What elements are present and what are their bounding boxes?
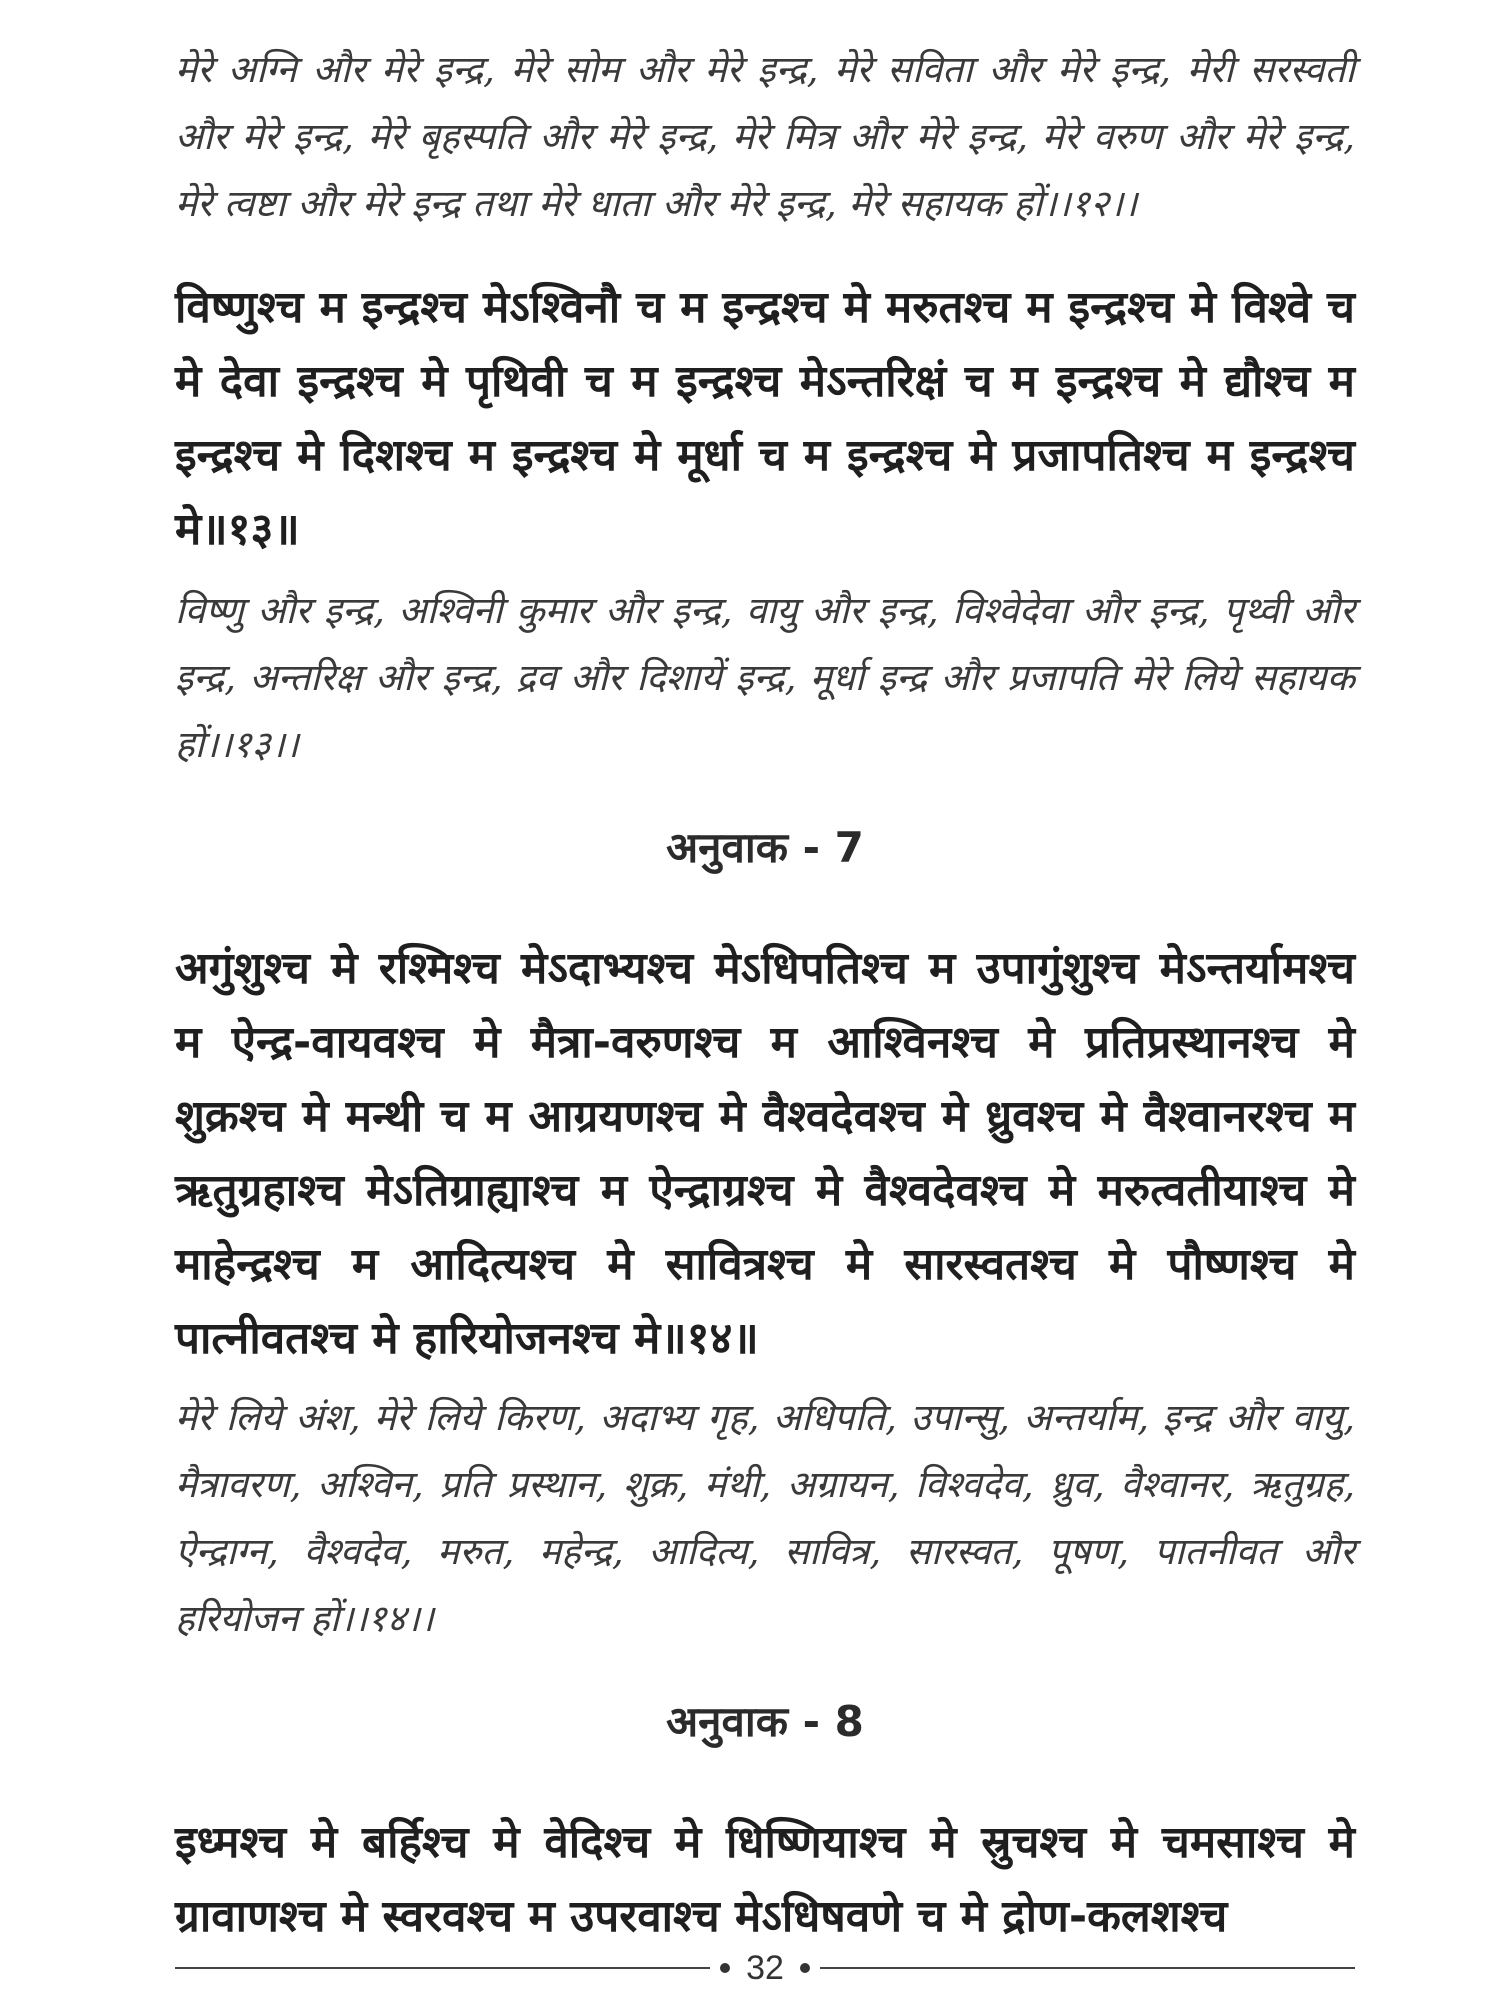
translation-verse-14: मेरे लिये अंश, मेरे लिये किरण, अदाभ्य गृह, अधिपति, उपान्सु, अन्तर्याम, इन्द्र और वायु, मैत्रावरण, अश्विन, प्रति प्रस्थान, शुक्र, मंथी, अग्रायन, विश्वदेव, ध्रुव, वैश्वानर, ऋतुग्रह, ऐन्द्राग्न, वैश्वदेव, मरुत, महेन्द्र, आदित्य, सावित्र, सारस्वत, पूषण, पातनीवत और हरियोजन हों।।१४।। xyxy=(175,1396,1355,1640)
translation-verse-12: मेरे अग्नि और मेरे इन्द्र, मेरे सोम और मेरे इन्द्र, मेरे सविता और मेरे इन्द्र, मेरी सरस्वती और मेरे इन्द्र, मेरे बृहस्पति और मेरे इन्द्र, मेरे मित्र और मेरे इन्द्र, मेरे वरुण और मेरे इन्द्र, मेरे त्वष्टा और मेरे इन्द्र तथा मेरे धाता और मेरे इन्द्र, मेरे सहायक हों।।१२।। xyxy=(175,48,1355,225)
section-heading-anuvak-8: अनुवाक - 8 xyxy=(666,1697,864,1746)
sanskrit-verse-14: अगुंशुश्च मे रश्मिश्च मेऽदाभ्यश्च मेऽधिपतिश्च म उपागुंशुश्च मेऽन्तर्यामश्च म ऐन्द्र-वायवश्च मे मैत्रा-वरुणश्च म आश्विनश्च मे प्रतिप्रस्थानश्च मे शुक्रश्च मे मन्थी च म आग्रयणश्च मे वैश्वदेवश्च मे ध्रुवश्च मे वैश्वानरश्च म ऋतुग्रहाश्च मेऽतिग्राह्याश्च म ऐन्द्राग्रश्च मे वैश्वदेवश्च मे मरुत्वतीयाश्च मे माहेन्द्रश्च म आदित्यश्च मे सावित्रश्च मे सारस्वतश्च मे पौष्णश्च मे पात्नीवतश्च मे हारियोजनश्च मे॥१४॥ xyxy=(175,943,1355,1364)
sanskrit-verse-13: विष्णुश्च म इन्द्रश्च मेऽश्विनौ च म इन्द्रश्च मे मरुतश्च म इन्द्रश्च मे विश्वे च मे देवा इन्द्रश्च मे पृथिवी च म इन्द्रश्च मेऽन्तरिक्षं च म इन्द्रश्च मे द्यौश्च म इन्द्रश्च मे दिशश्च म इन्द्रश्च मे मूर्धा च म इन्द्रश्च मे प्रजापतिश्च म इन्द्रश्च मे॥१३॥ xyxy=(175,282,1355,555)
translation-verse-13: विष्णु और इन्द्र, अश्विनी कुमार और इन्द्र, वायु और इन्द्र, विश्वेदेवा और इन्द्र, पृथ्वी और इन्द्र, अन्तरिक्ष और इन्द्र, द्रव और दिशायें इन्द्र, मूर्धा इन्द्र और प्रजापति मेरे लिये सहायक हों।।१३।। xyxy=(175,589,1355,766)
page-number: 32 xyxy=(746,1948,784,1987)
section-heading-anuvak-7: अनुवाक - 7 xyxy=(666,823,864,872)
footer-rule-left xyxy=(175,1967,710,1969)
sanskrit-verse-15: इध्मश्च मे बर्हिश्च मे वेदिश्च मे धिष्णियाश्च मे स्रुचश्च मे चमसाश्च मे ग्रावाणश्च मे स्वरवश्च म उपरवाश्च मेऽधिषवणे च मे द्रोण-कलशश्च xyxy=(175,1817,1355,1942)
page-content xyxy=(175,36,1355,1954)
page-footer xyxy=(175,1948,1355,1988)
footer-rule-right xyxy=(820,1967,1355,1969)
footer-dot-left xyxy=(720,1963,730,1973)
footer-dot-right xyxy=(800,1963,810,1973)
